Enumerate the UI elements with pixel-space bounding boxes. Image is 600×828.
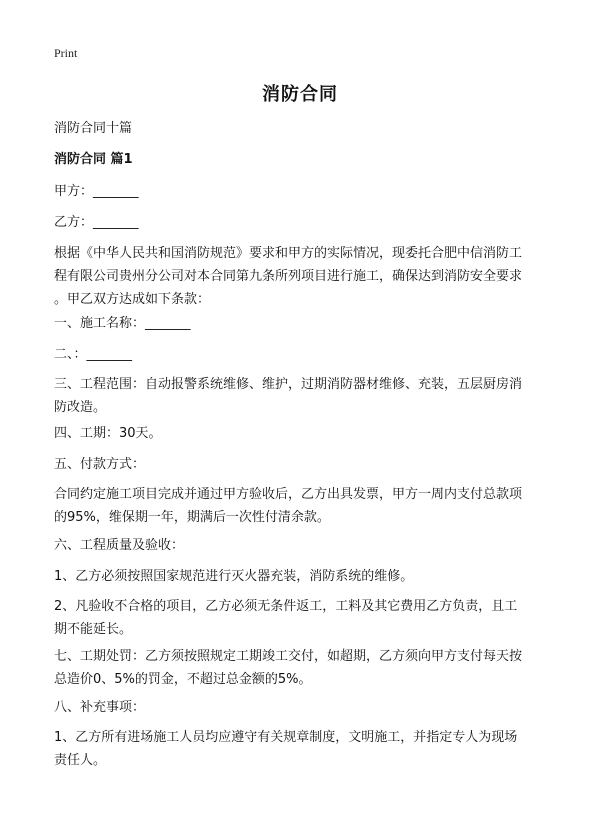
section-heading: 消防合同 篇1: [54, 152, 133, 167]
quality-item-2-line: 2、凡验收不合格的项目，乙方必须无条件返工，工料及其它费用乙方负责，且工: [54, 599, 518, 614]
quality-item-2: [54, 595, 549, 641]
intro-line: 根据《中华人民共和国消防规范》要求和甲方的实际情况，现委托合肥中信消防工: [54, 246, 523, 261]
payment-line: 合同约定施工项目完成并通过甲方验收后，乙方出具发票，甲方一周内支付总款项: [54, 487, 523, 502]
clause-penalty-line: 七、工期处罚：乙方须按照规定工期竣工交付，如超期，乙方须向甲方支付每天按: [54, 649, 523, 664]
clause-quality-heading: 六、工程质量及验收：: [54, 538, 185, 553]
quality-item-1: 1、乙方必须按照国家规范进行灭火器充装，消防系统的维修。: [54, 569, 414, 584]
subtitle: 消防合同十篇: [54, 121, 133, 136]
clause-supplement-heading: 八、补充事项：: [54, 700, 146, 715]
supplement-item-1: [54, 726, 549, 772]
party-a-line: 甲方：_______: [54, 184, 139, 199]
clause-scope: [54, 373, 549, 419]
payment-line: 的95%，维保期一年，期满后一次性付清余款。: [54, 510, 330, 525]
quality-item-2-line: 期不能延长。: [54, 622, 133, 637]
clause-construction-name: 一、施工名称：_______: [54, 316, 191, 331]
clause-penalty-line: 总造价0、5%的罚金，不超过总金额的5%。: [54, 672, 312, 687]
intro-line: 。甲乙双方达成如下条款：: [54, 292, 211, 307]
clause-two: 二、：_______: [54, 347, 133, 362]
clause-scope-line: 防改造。: [54, 400, 107, 415]
intro-line: 程有限公司贵州分公司对本合同第九条所列项目进行施工，确保达到消防安全要求: [54, 269, 523, 284]
intro-paragraph: [54, 242, 549, 311]
supplement-item-1-line: 1、乙方所有进场施工人员均应遵守有关规章制度，文明施工，并指定专人为现场: [54, 730, 518, 745]
clause-payment-heading: 五、付款方式：: [54, 457, 146, 472]
clause-scope-line: 三、工程范围：自动报警系统维修、维护，过期消防器材维修、充装，五层厨房消: [54, 377, 523, 392]
page-title: 消防合同: [262, 84, 338, 105]
clause-duration: 四、工期：30天。: [54, 426, 162, 441]
payment-paragraph: [54, 483, 549, 529]
supplement-item-1-line: 责任人。: [54, 753, 107, 768]
party-b-line: 乙方：_______: [54, 215, 139, 230]
clause-penalty: [54, 645, 549, 691]
print-link[interactable]: Print: [54, 46, 78, 60]
